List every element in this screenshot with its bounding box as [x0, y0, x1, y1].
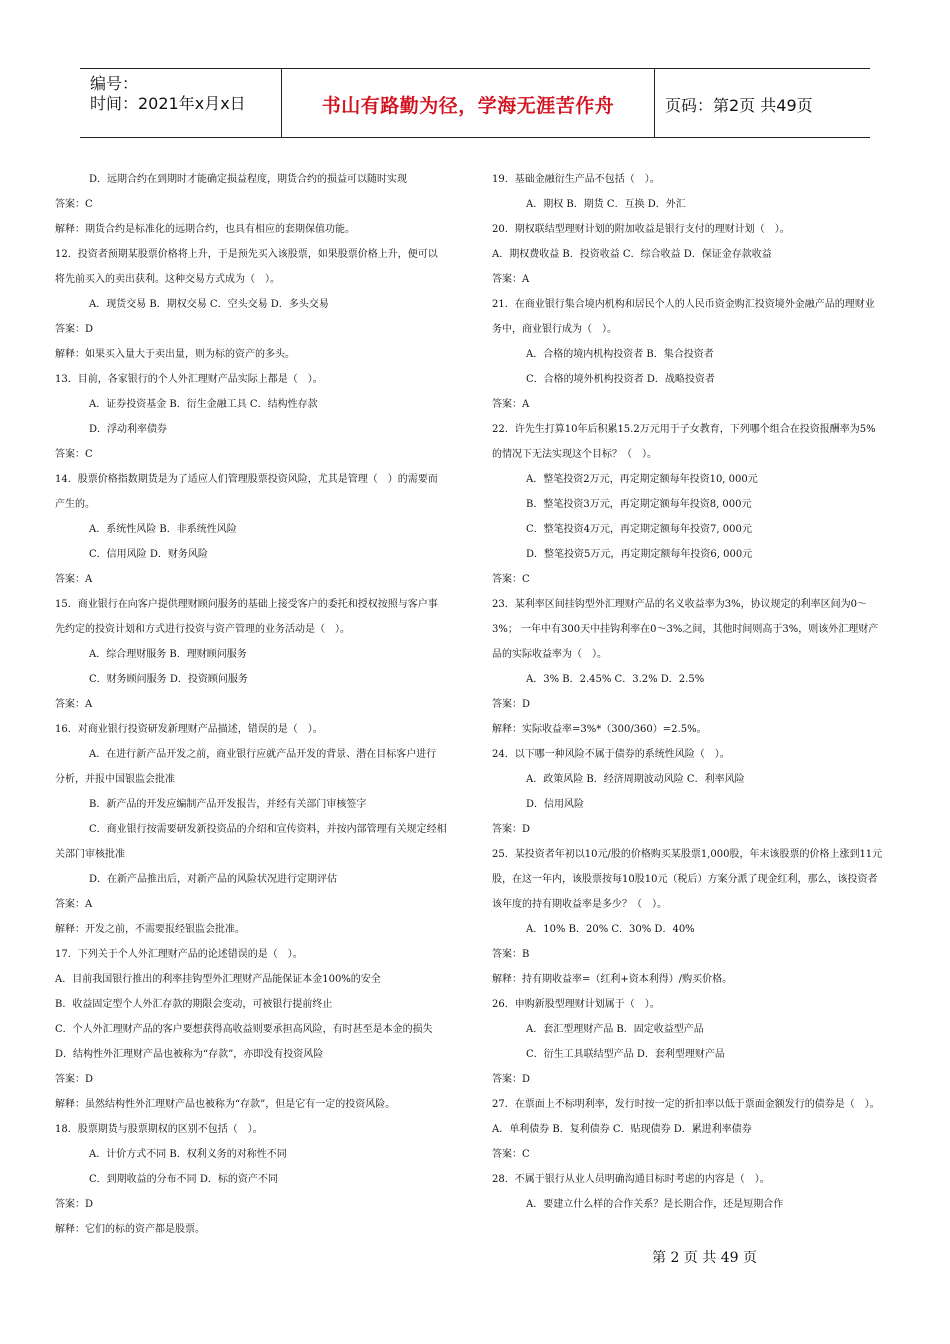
text-line: 答案：C: [55, 449, 93, 460]
text-line: D．在新产品推出后，对新产品的风险状况进行定期评估: [89, 874, 338, 885]
text-line: A．在进行新产品开发之前，商业银行应就产品开发的背景、潜在目标客户进行: [89, 749, 437, 760]
header-page-cell: [655, 69, 870, 137]
text-line: 答案：A: [55, 574, 93, 585]
text-line: 14．股票价格指数期货是为了适应人们管理股票投资风险，尤其是管理（ ）的需要而: [55, 474, 438, 485]
text-line: A．期权 B．期货 C．互换 D．外汇: [526, 199, 686, 210]
text-line: 答案：A: [492, 399, 530, 410]
text-line: 22．许先生打算10年后积累15.2万元用于子女教育，下列哪个组合在投资报酬率为5%: [492, 424, 876, 435]
text-line: 19．基础金融衍生产品不包括（ ）。: [492, 174, 660, 185]
text-line: A．期权费收益 B．投资收益 C．综合收益 D．保证金存款收益: [492, 249, 772, 260]
text-line: 答案：D: [492, 1074, 531, 1085]
text-line: 将先前买入的卖出获利。这种交易方式成为（ ）。: [55, 274, 280, 285]
text-line: 股，在这一年内，该股票按每10股10元（税后）方案分派了现金红利，那么，该投资者: [492, 874, 878, 885]
text-line: C．财务顾问服务 D．投资顾问服务: [89, 674, 248, 685]
text-line: 答案：A: [55, 899, 93, 910]
text-line: D．结构性外汇理财产品也被称为“存款”，亦即没有投资风险: [55, 1049, 324, 1060]
header-page-number: 页码：第2页 共49页: [665, 96, 813, 115]
text-line: 先约定的投资计划和方式进行投资与资产管理的业务活动是（ ）。: [55, 624, 350, 635]
text-line: D．整笔投资5万元，再定期定额每年投资6, 000元: [526, 549, 753, 560]
text-line: A．目前我国银行推出的利率挂钩型外汇理财产品能保证本金100%的安全: [55, 974, 381, 985]
text-line: A．计价方式不同 B．权利义务的对称性不同: [89, 1149, 287, 1160]
text-line: A．整笔投资2万元，再定期定额每年投资10, 000元: [526, 474, 758, 485]
text-line: 关部门审核批准: [55, 849, 125, 860]
text-line: C．整笔投资4万元，再定期定额每年投资7, 000元: [526, 524, 752, 535]
text-line: 23．某利率区间挂钩型外汇理财产品的名义收益率为3%，协议规定的利率区间为0～: [492, 599, 867, 610]
text-line: 答案：C: [492, 1149, 530, 1160]
text-line: 解释：期货合约是标准化的远期合约，也具有相应的套期保值功能。: [55, 224, 355, 235]
text-line: 25．某投资者年初以10元/股的价格购买某股票1,000股，年末该股票的价格上涨到11元: [492, 849, 883, 860]
text-line: 24．以下哪一种风险不属于债券的系统性风险（ ）。: [492, 749, 730, 760]
text-line: 产生的。: [55, 499, 95, 510]
text-line: 答案：D: [492, 824, 531, 835]
text-line: 答案：A: [492, 274, 530, 285]
text-line: B．新产品的开发应编制产品开发报告，并经有关部门审核签字: [89, 799, 367, 810]
text-line: 解释：它们的标的资产都是股票。: [55, 1224, 205, 1235]
text-line: A．要建立什么样的合作关系？是长期合作，还是短期合作: [526, 1199, 784, 1210]
text-line: 3%； 一年中有300天中挂钩利率在0～3%之间，其他时间则高于3%，则该外汇理财产: [492, 624, 879, 635]
text-line: A．现货交易 B．期权交易 C．空头交易 D．多头交易: [89, 299, 329, 310]
text-line: 该年度的持有期收益率是多少？（ ）。: [492, 899, 667, 910]
text-line: 解释：开发之前，不需要报经银监会批准。: [55, 924, 245, 935]
text-line: 答案：C: [492, 574, 530, 585]
text-line: A．政策风险 B．经济周期波动风险 C．利率风险: [526, 774, 745, 785]
text-line: C．信用风险 D．财务风险: [89, 549, 208, 560]
text-line: A．系统性风险 B．非系统性风险: [89, 524, 237, 535]
text-line: 17．下列关于个人外汇理财产品的论述错误的是（ ）。: [55, 949, 303, 960]
right-column: [492, 170, 904, 1220]
document-number-label: 编号：: [90, 74, 139, 93]
text-line: A．合格的境内机构投资者 B．集合投资者: [526, 349, 714, 360]
text-line: 解释：实际收益率=3%*（300/360）=2.5%。: [492, 724, 707, 735]
text-line: 27．在票面上不标明利率，发行时按一定的折扣率以低于票面金额发行的债券是（ ）。: [492, 1099, 880, 1110]
page-footer: 第 2 页 共 49 页: [652, 1250, 757, 1266]
text-line: 12．投资者预期某股票价格将上升，于是预先买入该股票，如果股票价格上升，便可以: [55, 249, 438, 260]
header-motto: 书山有路勤为径，学海无涯苦作舟: [321, 95, 615, 117]
text-line: A．综合理财服务 B．理财顾问服务: [89, 649, 247, 660]
text-line: 18．股票期货与股票期权的区别不包括（ ）。: [55, 1124, 263, 1135]
text-line: 答案：D: [492, 699, 531, 710]
text-line: 13．目前，各家银行的个人外汇理财产品实际上都是（ ）。: [55, 374, 323, 385]
text-line: 26．申购新股型理财计划属于（ ）。: [492, 999, 660, 1010]
text-line: 28．不属于银行从业人员明确沟通目标时考虑的内容是（ ）。: [492, 1174, 770, 1185]
text-line: 答案：B: [492, 949, 530, 960]
text-line: C．衍生工具联结型产品 D．套利型理财产品: [526, 1049, 725, 1060]
text-line: D．远期合约在到期时才能确定损益程度，期货合约的损益可以随时实现: [89, 174, 408, 185]
text-line: 解释：如果买入量大于卖出量，则为标的资产的多头。: [55, 349, 295, 360]
text-line: D．信用风险: [526, 799, 585, 810]
document-time-label: 时间：2021年x月x日: [90, 94, 246, 113]
text-line: C．合格的境外机构投资者 D．战略投资者: [526, 374, 715, 385]
text-line: 务中，商业银行成为（ ）。: [492, 324, 617, 335]
text-line: 分析，并报中国银监会批准: [55, 774, 175, 785]
text-line: A．3% B．2.45% C．3.2% D．2.5%: [526, 674, 705, 685]
header-motto-cell: [282, 69, 655, 137]
text-line: 解释：持有期收益率=（红利+资本利得）/购买价格。: [492, 974, 733, 985]
text-line: B．收益固定型个人外汇存款的期限会变动，可被银行提前终止: [55, 999, 333, 1010]
text-line: 答案：A: [55, 699, 93, 710]
page-header: [80, 68, 870, 138]
text-line: A．单利债券 B．复利债券 C．贴现债券 D．累进利率债券: [492, 1124, 752, 1135]
text-line: 15．商业银行在向客户提供理财顾问服务的基础上接受客户的委托和授权按照与客户事: [55, 599, 438, 610]
text-line: 答案：D: [55, 324, 94, 335]
text-line: 20．期权联结型理财计划的附加收益是银行支付的理财计划（ ）。: [492, 224, 790, 235]
text-line: 答案：D: [55, 1074, 94, 1085]
left-column: [55, 170, 467, 1245]
text-line: 21．在商业银行集合境内机构和居民个人的人民币资金购汇投资境外金融产品的理财业: [492, 299, 875, 310]
text-line: C．商业银行按需要研发新投资品的介绍和宣传资料，并按内部管理有关规定经相: [89, 824, 447, 835]
text-line: 的情况下无法实现这个目标？（ ）。: [492, 449, 657, 460]
text-line: B．整笔投资3万元，再定期定额每年投资8, 000元: [526, 499, 752, 510]
header-meta-cell: [80, 69, 282, 137]
text-line: C．到期收益的分布不同 D．标的资产不同: [89, 1174, 278, 1185]
text-line: A．证券投资基金 B．衍生金融工具 C．结构性存款: [89, 399, 318, 410]
text-line: C．个人外汇理财产品的客户要想获得高收益则要承担高风险，有时甚至是本金的损失: [55, 1024, 433, 1035]
text-line: 答案：C: [55, 199, 93, 210]
text-line: 品的实际收益率为（ ）。: [492, 649, 607, 660]
text-line: 答案：D: [55, 1199, 94, 1210]
text-line: D．浮动利率债券: [89, 424, 168, 435]
text-line: 解释：虽然结构性外汇理财产品也被称为“存款”，但是它有一定的投资风险。: [55, 1099, 396, 1110]
text-line: A．10% B．20% C．30% D．40%: [526, 924, 695, 935]
text-line: 16．对商业银行投资研发新理财产品描述，错误的是（ ）。: [55, 724, 323, 735]
text-line: A．套汇型理财产品 B．固定收益型产品: [526, 1024, 704, 1035]
